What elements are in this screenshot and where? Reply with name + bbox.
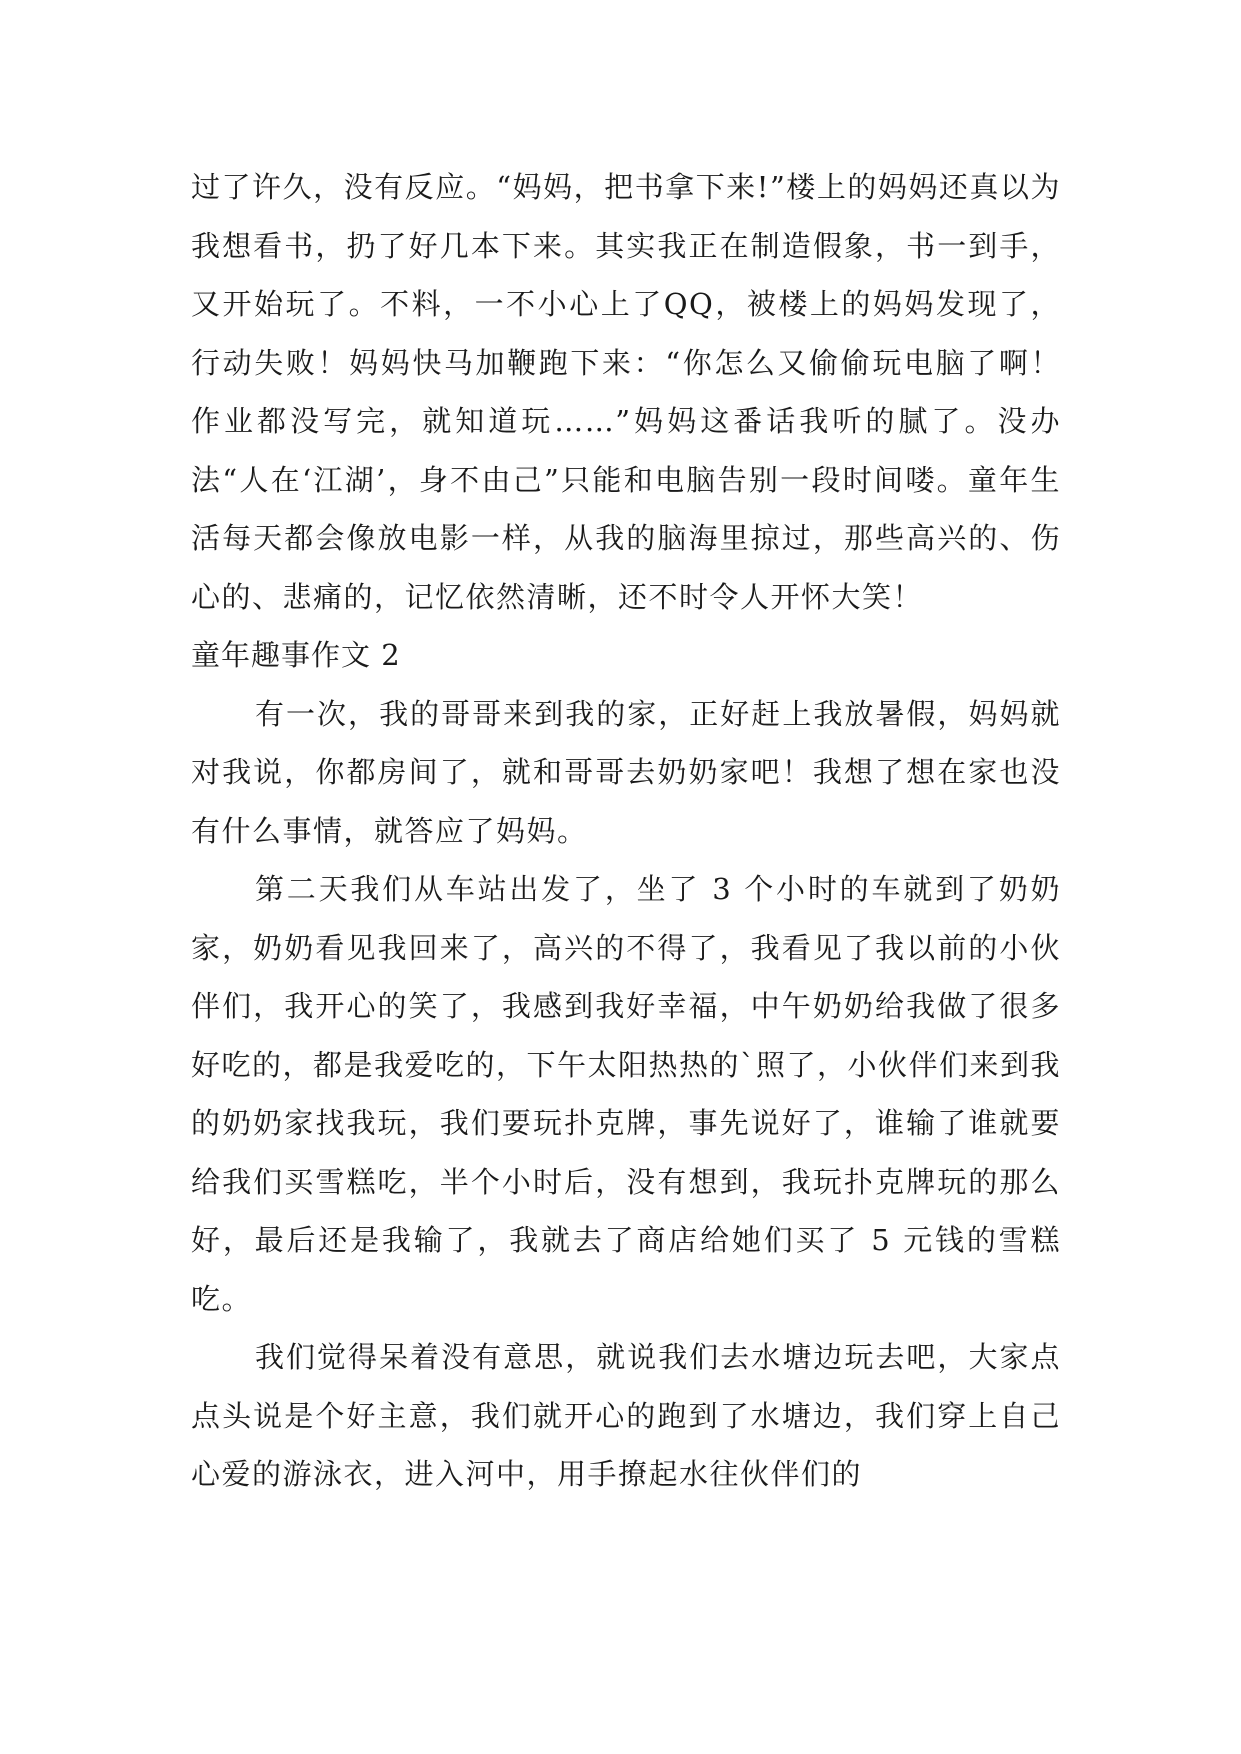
paragraph-3: 第二天我们从车站出发了，坐了 3 个小时的车就到了奶奶家，奶奶看见我回来了，高兴的不得了，我看见了我以前的小伙伴们，我开心的笑了，我感到我好幸福，中午奶奶给我做了很多好吃的，都是我爱吃的，下午太阳热热的`照了，小伙伴们来到我的奶奶家找我玩，我们要玩扑克牌，事先说好了，谁输了谁就要给我们买雪糕吃，半个小时后，没有想到，我玩扑克牌玩的那么好，最后还是我输了，我就去了商店给她们买了 5 元钱的雪糕吃。 xyxy=(191,872,1062,1316)
section-heading: 童年趣事作文 2 xyxy=(191,638,401,672)
paragraph-4: 我们觉得呆着没有意思，就说我们去水塘边玩去吧，大家点点头说是个好主意，我们就开心的跑到了水塘边，我们穿上自己心爱的游泳衣，进入河中，用手撩起水往伙伴们的 xyxy=(191,1340,1061,1491)
paragraph-2: 有一次，我的哥哥来到我的家，正好赶上我放暑假，妈妈就对我说，你都房间了，就和哥哥去奶奶家吧！我想了想在家也没有什么事情，就答应了妈妈。 xyxy=(191,696,1061,848)
document-body xyxy=(191,158,1061,1504)
paragraph-1: 过了许久，没有反应。“妈妈，把书拿下来!”楼上的妈妈还真以为我想看书，扔了好几本下来。其实我正在制造假象，书一到手，又开始玩了。不料，一不小心上了QQ，被楼上的妈妈发现了，行动失败！妈妈快马加鞭跑下来：“你怎么又偷偷玩电脑了啊！作业都没写完，就知道玩……”妈妈这番话我听的腻了。没办法“人在‘江湖’，身不由己”只能和电脑告别一段时间喽。童年生活每天都会像放电影一样，从我的脑海里掠过，那些高兴的、伤心的、悲痛的，记忆依然清晰，还不时令人开怀大笑！ xyxy=(191,170,1061,614)
